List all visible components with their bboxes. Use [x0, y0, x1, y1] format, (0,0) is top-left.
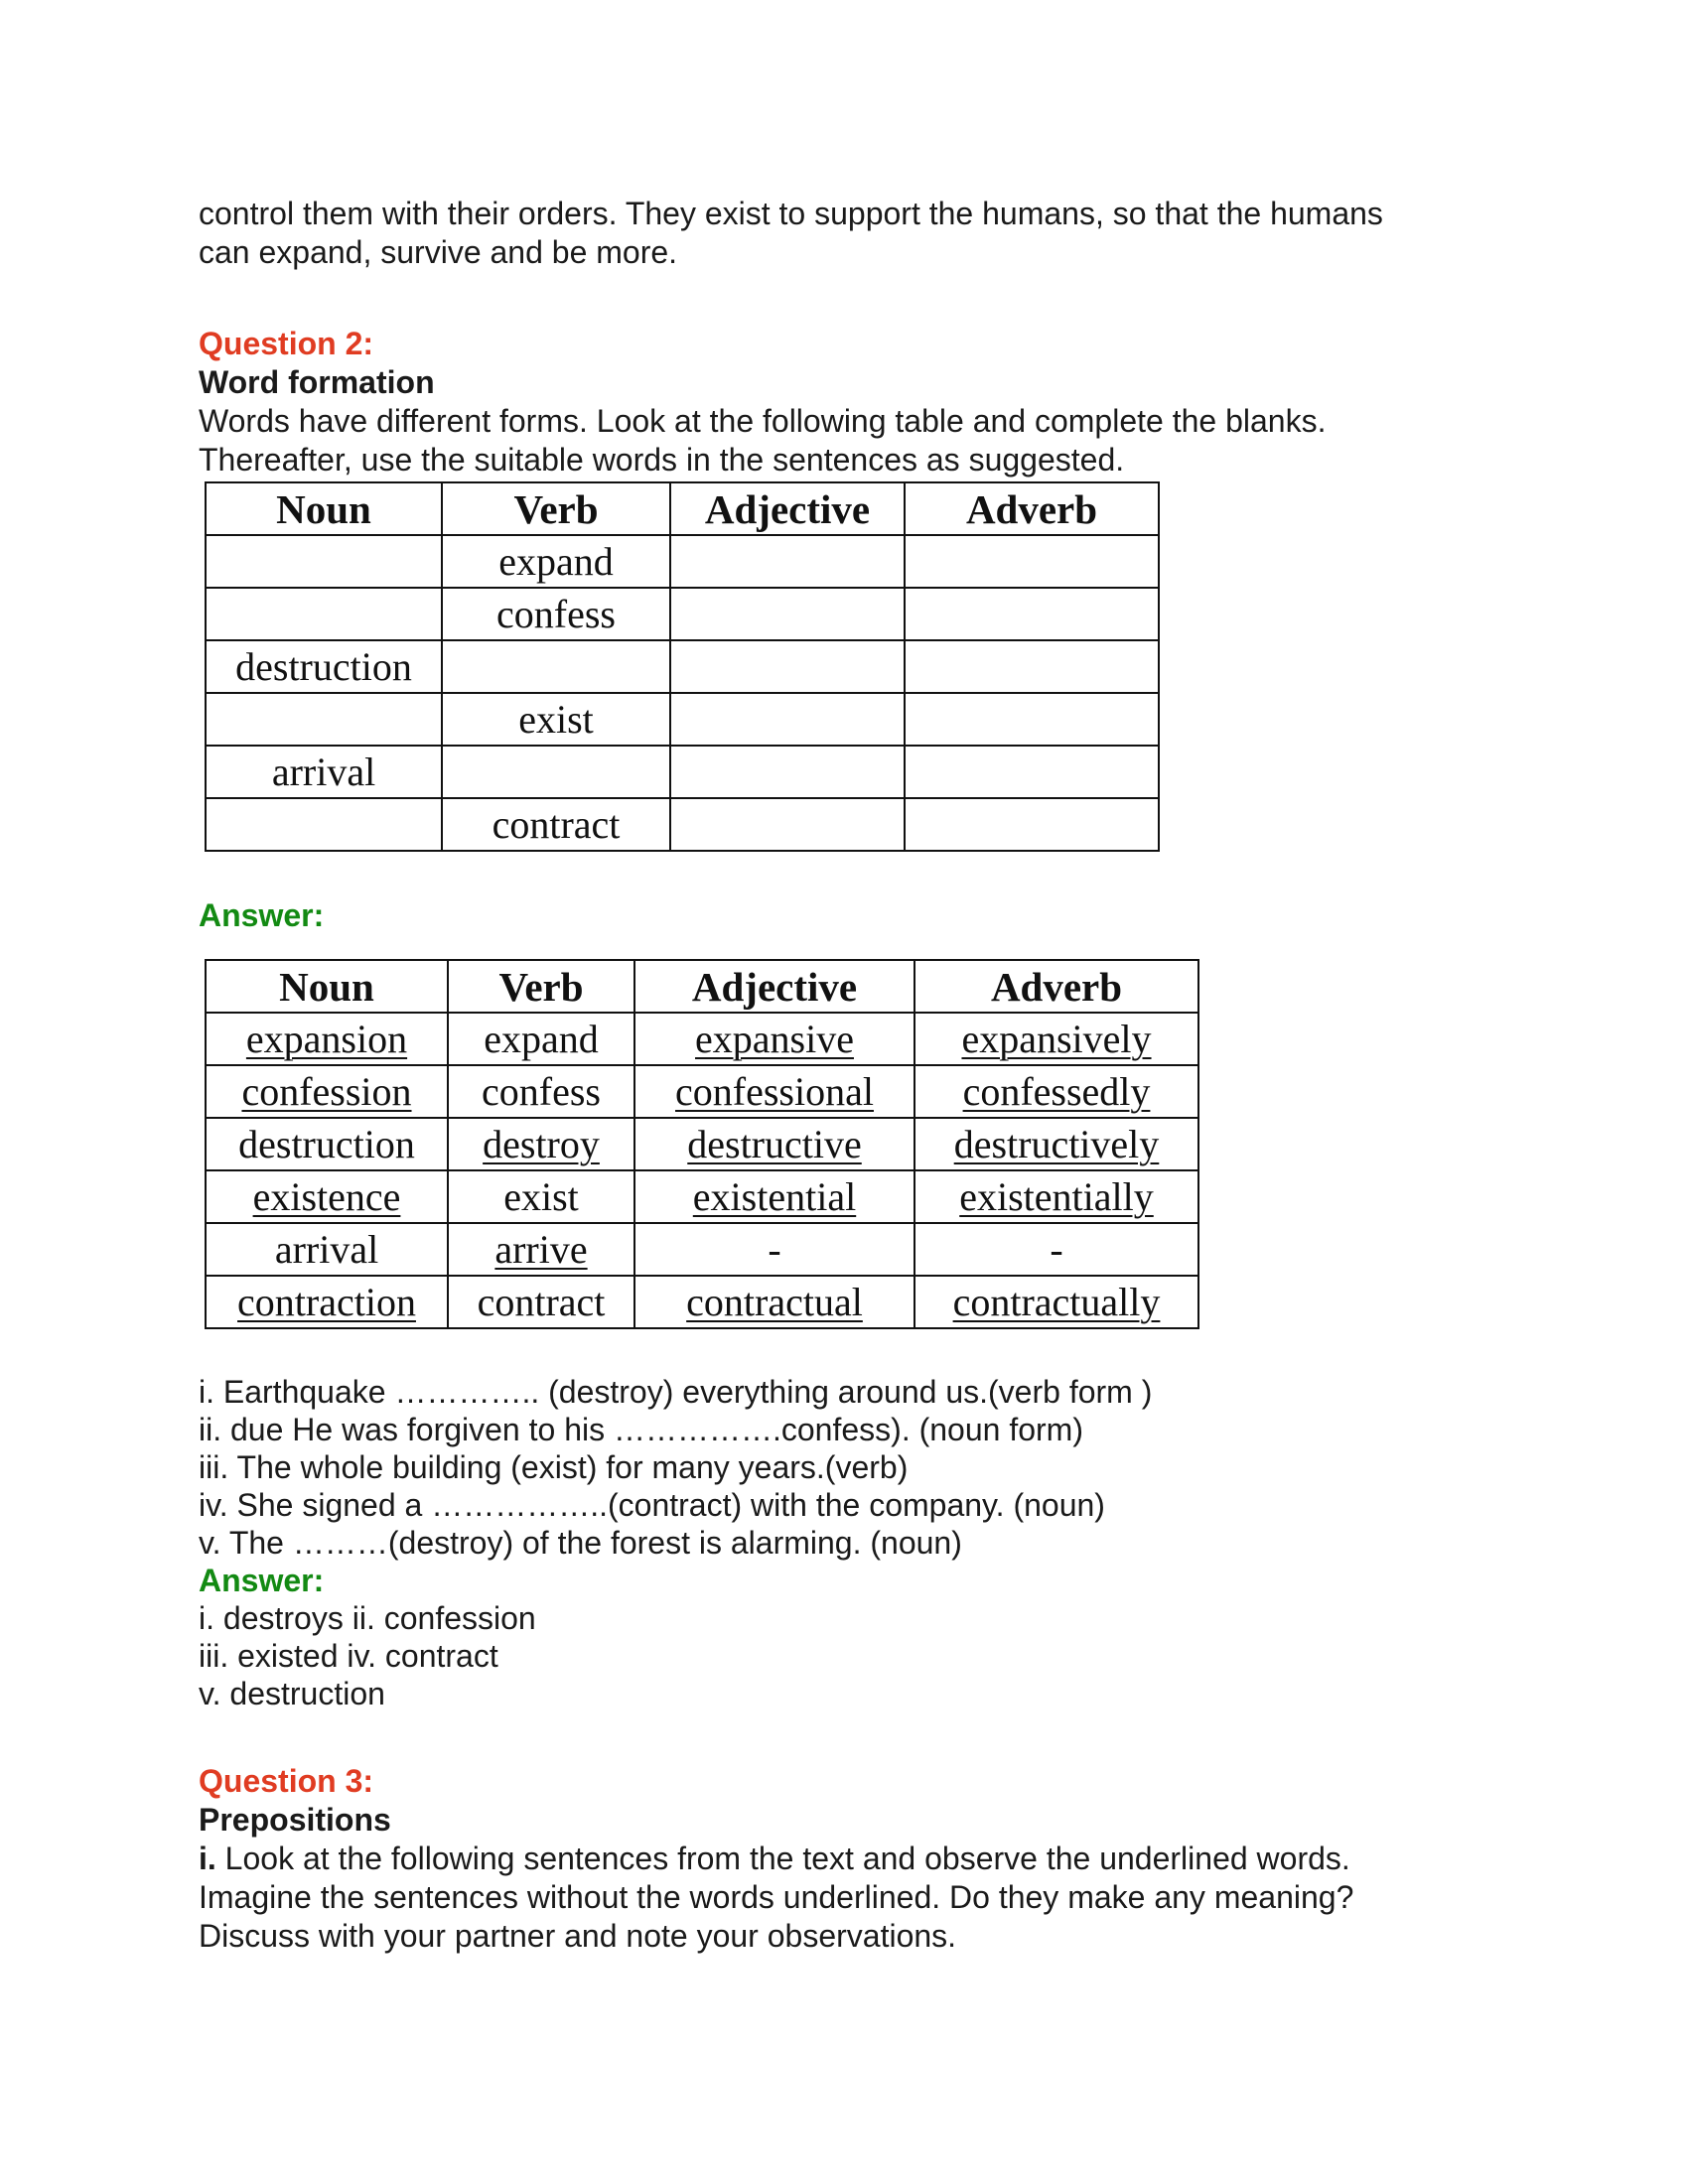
answer-word: expansive	[695, 1016, 854, 1061]
table-row	[206, 1276, 1198, 1328]
table-cell	[442, 640, 670, 693]
table-cell	[914, 1013, 1198, 1065]
header-noun: Noun	[206, 960, 448, 1013]
instruction-line-2: Thereafter, use the suitable words in the sentences as suggested.	[199, 442, 1125, 478]
table-cell	[905, 746, 1159, 798]
table-cell	[442, 746, 670, 798]
table-cell	[206, 535, 442, 588]
table-cell	[634, 1065, 914, 1118]
table-cell: contract	[448, 1276, 634, 1328]
table-cell: confess	[442, 588, 670, 640]
question-3-instructions	[199, 1840, 1489, 1956]
prepositions-title: Prepositions	[199, 1802, 391, 1838]
q3-line-2: Imagine the sentences without the words underlined. Do they make any meaning?	[199, 1879, 1354, 1915]
answer-word: arrive	[494, 1226, 588, 1272]
table-cell	[670, 535, 905, 588]
sentence-answers	[199, 1599, 1489, 1712]
table-cell	[634, 1013, 914, 1065]
question-3-section	[199, 1762, 1489, 1956]
table-row	[206, 798, 1159, 851]
table-cell	[206, 1065, 448, 1118]
table-cell	[634, 1170, 914, 1223]
table-cell	[670, 640, 905, 693]
table-cell	[206, 1276, 448, 1328]
table-row	[206, 1013, 1198, 1065]
header-adverb: Adverb	[905, 482, 1159, 535]
table-cell	[206, 1013, 448, 1065]
table-cell	[634, 1276, 914, 1328]
table-cell: expand	[442, 535, 670, 588]
answer-word: confession	[241, 1068, 412, 1114]
table-cell	[670, 588, 905, 640]
table-cell: exist	[442, 693, 670, 746]
table-cell	[634, 1118, 914, 1170]
table-row	[206, 535, 1159, 588]
answer-word: contractual	[686, 1279, 863, 1324]
answer-word: contractually	[952, 1279, 1161, 1324]
answer-word: expansion	[245, 1016, 408, 1061]
table-cell	[914, 1118, 1198, 1170]
table-cell: expand	[448, 1013, 634, 1065]
header-verb: Verb	[442, 482, 670, 535]
answer-word: destroy	[483, 1121, 600, 1166]
table-header-row	[206, 482, 1159, 535]
header-noun: Noun	[206, 482, 442, 535]
table-cell	[206, 588, 442, 640]
table-cell: confess	[448, 1065, 634, 1118]
table-cell	[914, 1276, 1198, 1328]
table-cell	[905, 588, 1159, 640]
item-marker: i.	[199, 1841, 216, 1876]
table-row	[206, 588, 1159, 640]
q3-line-3: Discuss with your partner and note your observations.	[199, 1918, 957, 1954]
table-cell: exist	[448, 1170, 634, 1223]
word-formation-table	[205, 481, 1160, 852]
table-row	[206, 693, 1159, 746]
answer-word: destructive	[687, 1121, 862, 1166]
sentence-item: v. The ………(destroy) of the forest is alarming. (noun)	[199, 1525, 962, 1561]
table-row	[206, 1170, 1198, 1223]
question-2-heading: Question 2:	[199, 326, 374, 361]
table-cell	[206, 1170, 448, 1223]
table-cell	[448, 1118, 634, 1170]
exercise-sentences	[199, 1373, 1489, 1562]
table-cell	[914, 1065, 1198, 1118]
table-cell	[905, 798, 1159, 851]
table-cell: contract	[442, 798, 670, 851]
sentence-item: iv. She signed a ……………..(contract) with the company. (noun)	[199, 1487, 1105, 1523]
table-row	[206, 640, 1159, 693]
answer-word: existentially	[959, 1173, 1154, 1219]
answer-word: existential	[692, 1173, 857, 1219]
table-cell: destruction	[206, 1118, 448, 1170]
table-cell	[670, 798, 905, 851]
answer-word: expansively	[961, 1016, 1152, 1061]
table-row	[206, 746, 1159, 798]
intro-line-2: can expand, survive and be more.	[199, 234, 678, 270]
answer-heading-sentences: Answer:	[199, 1563, 325, 1598]
table-cell	[905, 535, 1159, 588]
table-cell: -	[634, 1223, 914, 1276]
question-2-instructions	[199, 402, 1489, 479]
answer-heading-table: Answer:	[199, 897, 325, 933]
header-adverb: Adverb	[914, 960, 1198, 1013]
table-cell: arrival	[206, 1223, 448, 1276]
header-verb: Verb	[448, 960, 634, 1013]
answer-table	[205, 959, 1199, 1329]
table-cell	[206, 798, 442, 851]
table-cell: -	[914, 1223, 1198, 1276]
table-row	[206, 1223, 1198, 1276]
table-cell	[905, 640, 1159, 693]
answer-word: destructively	[953, 1121, 1160, 1166]
table-row	[206, 1065, 1198, 1118]
q3-line-1: Look at the following sentences from the text and observe the underlined words.	[215, 1841, 1350, 1876]
question-3-heading: Question 3:	[199, 1763, 374, 1799]
sentence-item: ii. due He was forgiven to his …………….confess). (noun form)	[199, 1412, 1083, 1447]
table-cell	[670, 746, 905, 798]
table-cell	[905, 693, 1159, 746]
table-cell: destruction	[206, 640, 442, 693]
answer-word: existence	[252, 1173, 401, 1219]
table-cell	[448, 1223, 634, 1276]
table-row	[206, 1118, 1198, 1170]
sentence-item: iii. The whole building (exist) for many years.(verb)	[199, 1449, 909, 1485]
answer-item: iii. existed iv. contract	[199, 1638, 498, 1674]
word-formation-title: Word formation	[199, 364, 435, 400]
header-adjective: Adjective	[634, 960, 914, 1013]
table-cell	[206, 693, 442, 746]
answer-item: v. destruction	[199, 1676, 385, 1711]
answer-word: confessional	[675, 1068, 874, 1114]
document-page	[199, 195, 1489, 479]
table-header-row	[206, 960, 1198, 1013]
table-cell	[914, 1170, 1198, 1223]
intro-paragraph	[199, 195, 1489, 272]
header-adjective: Adjective	[670, 482, 905, 535]
instruction-line-1: Words have different forms. Look at the following table and complete the blanks.	[199, 403, 1327, 439]
answer-word: confessedly	[962, 1068, 1151, 1114]
sentence-item: i. Earthquake ………….. (destroy) everything around us.(verb form )	[199, 1374, 1153, 1410]
answer-item: i. destroys ii. confession	[199, 1600, 536, 1636]
intro-line-1: control them with their orders. They exist to support the humans, so that the humans	[199, 196, 1383, 231]
table-cell	[670, 693, 905, 746]
table-cell: arrival	[206, 746, 442, 798]
answer-word: contraction	[237, 1279, 416, 1324]
